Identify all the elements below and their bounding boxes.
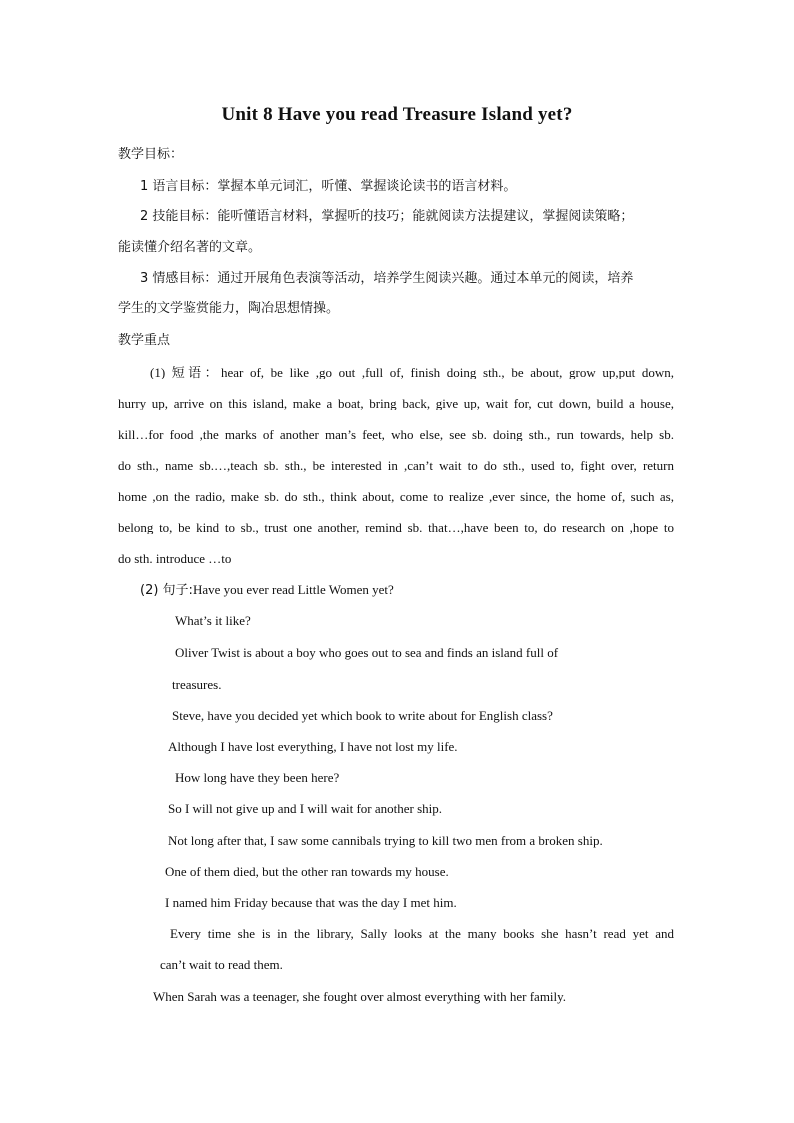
sentence: So I will not give up and I will wait for another ship. xyxy=(168,801,443,816)
sentence: What’s it like? xyxy=(175,613,251,628)
phrases-line: belong to, be kind to sb., trust one another, remind sb. that…,have been to, do research on ,hope to xyxy=(118,521,674,534)
phrases-line: home ,on the radio, make sb. do sth., think about, come to realize ,ever since, the home of, such as, xyxy=(118,490,674,503)
objective-emotion: 3 情感目标：通过开展角色表演等活动，培养学生阅读兴趣。通过本单元的阅读，培养 xyxy=(140,271,634,286)
sentences-label: (2) 句子: xyxy=(140,583,193,598)
sentence: When Sarah was a teenager, she fought over almost everything with her family. xyxy=(153,989,567,1004)
sentence: Not long after that, I saw some cannibals trying to kill two men from a broken ship. xyxy=(168,833,603,848)
objective-skill: 2 技能目标：能听懂语言材料，掌握听的技巧；能就阅读方法提建议，掌握阅读策略； xyxy=(140,209,634,224)
sentence: Have you ever read Little Women yet? xyxy=(192,582,394,597)
sentence: I named him Friday because that was the day I met him. xyxy=(165,895,457,910)
objective-emotion-cont: 学生的文学鉴赏能力，陶冶思想情操。 xyxy=(118,301,340,316)
objective-language: 1 语言目标：掌握本单元词汇，听懂、掌握谈论读书的语言材料。 xyxy=(140,179,517,194)
sentence: Although I have lost everything, I have not lost my life. xyxy=(168,739,458,754)
sentence: How long have they been here? xyxy=(175,770,340,785)
phrases-line: do sth., name sb.…,teach sb. sth., be interested in ,can’t wait to do sth., used to, fight over, return xyxy=(118,459,674,472)
sentence: can’t wait to read them. xyxy=(160,957,283,972)
sentence: Steve, have you decided yet which book to write about for English class? xyxy=(172,708,553,723)
page-title: Unit 8 Have you read Treasure Island yet? xyxy=(221,104,573,125)
objectives-heading: 教学目标： xyxy=(118,147,184,162)
phrases-line: (1) 短语：hear of, be like ,go out ,full of, finish doing sth., be about, grow up,put down, xyxy=(150,366,674,379)
phrases-line: hurry up, arrive on this island, make a boat, bring back, give up, wait for, cut down, build a house, xyxy=(118,397,674,410)
key-points-heading: 教学重点 xyxy=(118,333,171,348)
phrases-line: kill…for food ,the marks of another man’s feet, who else, see sb. doing sth., run towards, help sb. xyxy=(118,428,674,441)
sentence: Every time she is in the library, Sally looks at the many books she hasn’t read yet and xyxy=(170,927,674,940)
sentences-line-first xyxy=(140,583,394,597)
sentence: One of them died, but the other ran towards my house. xyxy=(165,864,449,879)
sentence: treasures. xyxy=(172,677,222,692)
objective-skill-cont: 能读懂介绍名著的文章。 xyxy=(118,240,262,255)
phrases-line: do sth. introduce …to xyxy=(118,551,232,566)
sentence: Oliver Twist is about a boy who goes out to sea and finds an island full of xyxy=(175,645,559,660)
